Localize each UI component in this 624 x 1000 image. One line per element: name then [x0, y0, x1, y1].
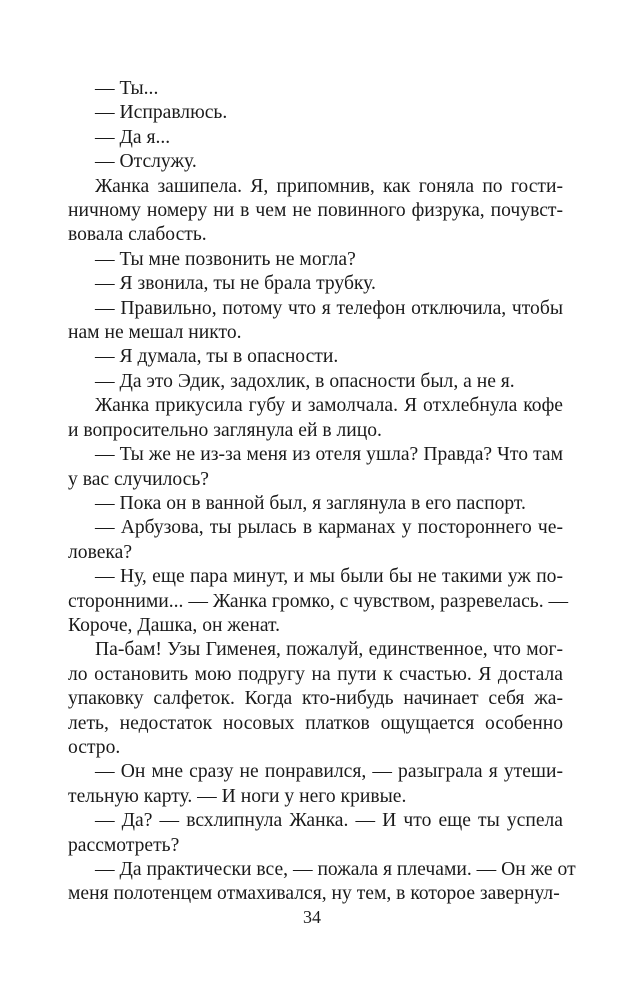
text-line: — Да это Эдик, задохлик, в опасности был, а не я. — [95, 370, 515, 392]
paragraph — [95, 101, 563, 125]
text-line: — Пока он в ванной был, я заглянула в его паспорт. — [95, 492, 526, 514]
text-line: рассмотреть? — [68, 834, 180, 856]
paragraph — [95, 248, 563, 272]
text-line: — Отслужу. — [95, 151, 197, 173]
text-line: — Правильно, потому что я телефон отключила, чтобы — [95, 297, 563, 319]
text-line: леть, недостаток носовых платков ощущается особенно — [68, 712, 563, 734]
text-line: Жанка зашипела. Я, припомнив, как гоняла по гости- — [95, 175, 563, 197]
text-line: — Да? — всхлипнула Жанка. — И что еще ты успела — [95, 810, 563, 832]
paragraph — [68, 638, 563, 760]
paragraph — [68, 175, 563, 248]
text-line: — Да я... — [95, 126, 171, 148]
paragraph — [68, 297, 563, 346]
text-line: меня полотенцем отмахивался, ну тем, в которое завернул- — [68, 883, 560, 905]
text-line: Па-бам! Узы Гименея, пожалуй, единственное, что мог- — [95, 639, 563, 661]
text-line: и вопросительно заглянула ей в лицо. — [68, 419, 382, 441]
text-line: — Я звонила, ты не брала трубку. — [95, 273, 376, 295]
text-line: Короче, Дашка, он женат. — [68, 614, 281, 636]
text-line: — Ну, еще пара минут, и мы были бы не такими уж по- — [95, 566, 563, 588]
text-line: — Арбузова, ты рылась в карманах у постороннего че- — [95, 517, 563, 539]
paragraph — [95, 370, 563, 394]
text-line: у вас случилось? — [68, 468, 209, 490]
paragraph — [95, 345, 563, 369]
page-body — [68, 77, 576, 907]
paragraph — [68, 565, 569, 638]
text-line: — Ты же не из-за меня из отеля ушла? Правда? Что там — [95, 444, 563, 466]
text-line: ло остановить мою подругу на пути к счастью. Я достала — [68, 663, 563, 685]
text-line: сторонними... — Жанка громко, с чувством, разревелась. — — [68, 590, 569, 612]
page-number: 34 — [303, 907, 321, 927]
paragraph — [68, 443, 563, 492]
paragraph — [68, 760, 563, 809]
paragraph — [95, 150, 563, 174]
text-line: ничному номеру ни в чем не повинного физрука, почувст- — [68, 200, 563, 222]
text-line: — Ты... — [95, 78, 159, 99]
text-line: вовала слабость. — [68, 224, 207, 246]
text-line: нам не мешал никто. — [68, 322, 242, 344]
text-line: — Ты мне позвонить не могла? — [95, 248, 356, 270]
text-line: — Исправлюсь. — [95, 102, 228, 124]
paragraph — [68, 516, 563, 565]
text-line: ловека? — [68, 541, 133, 563]
text-line: остро. — [68, 736, 121, 758]
text-line: — Он мне сразу не понравился, — разыграла я утеши- — [95, 761, 563, 783]
paragraph — [68, 809, 563, 858]
text-line: — Да практически все, — пожала я плечами. — Он же от — [95, 859, 576, 880]
text-line: упаковку салфеток. Когда кто-нибудь начинает себя жа- — [68, 688, 563, 710]
paragraph — [68, 394, 563, 443]
text-line: тельную карту. — И ноги у него кривые. — [68, 785, 407, 807]
text-line: Жанка прикусила губу и замолчала. Я отхлебнула кофе — [95, 395, 563, 417]
paragraph — [95, 272, 563, 296]
paragraph — [95, 492, 563, 516]
text-line: — Я думала, ты в опасности. — [95, 346, 339, 368]
paragraph — [68, 858, 576, 907]
paragraph — [95, 77, 563, 101]
paragraph — [95, 126, 563, 150]
